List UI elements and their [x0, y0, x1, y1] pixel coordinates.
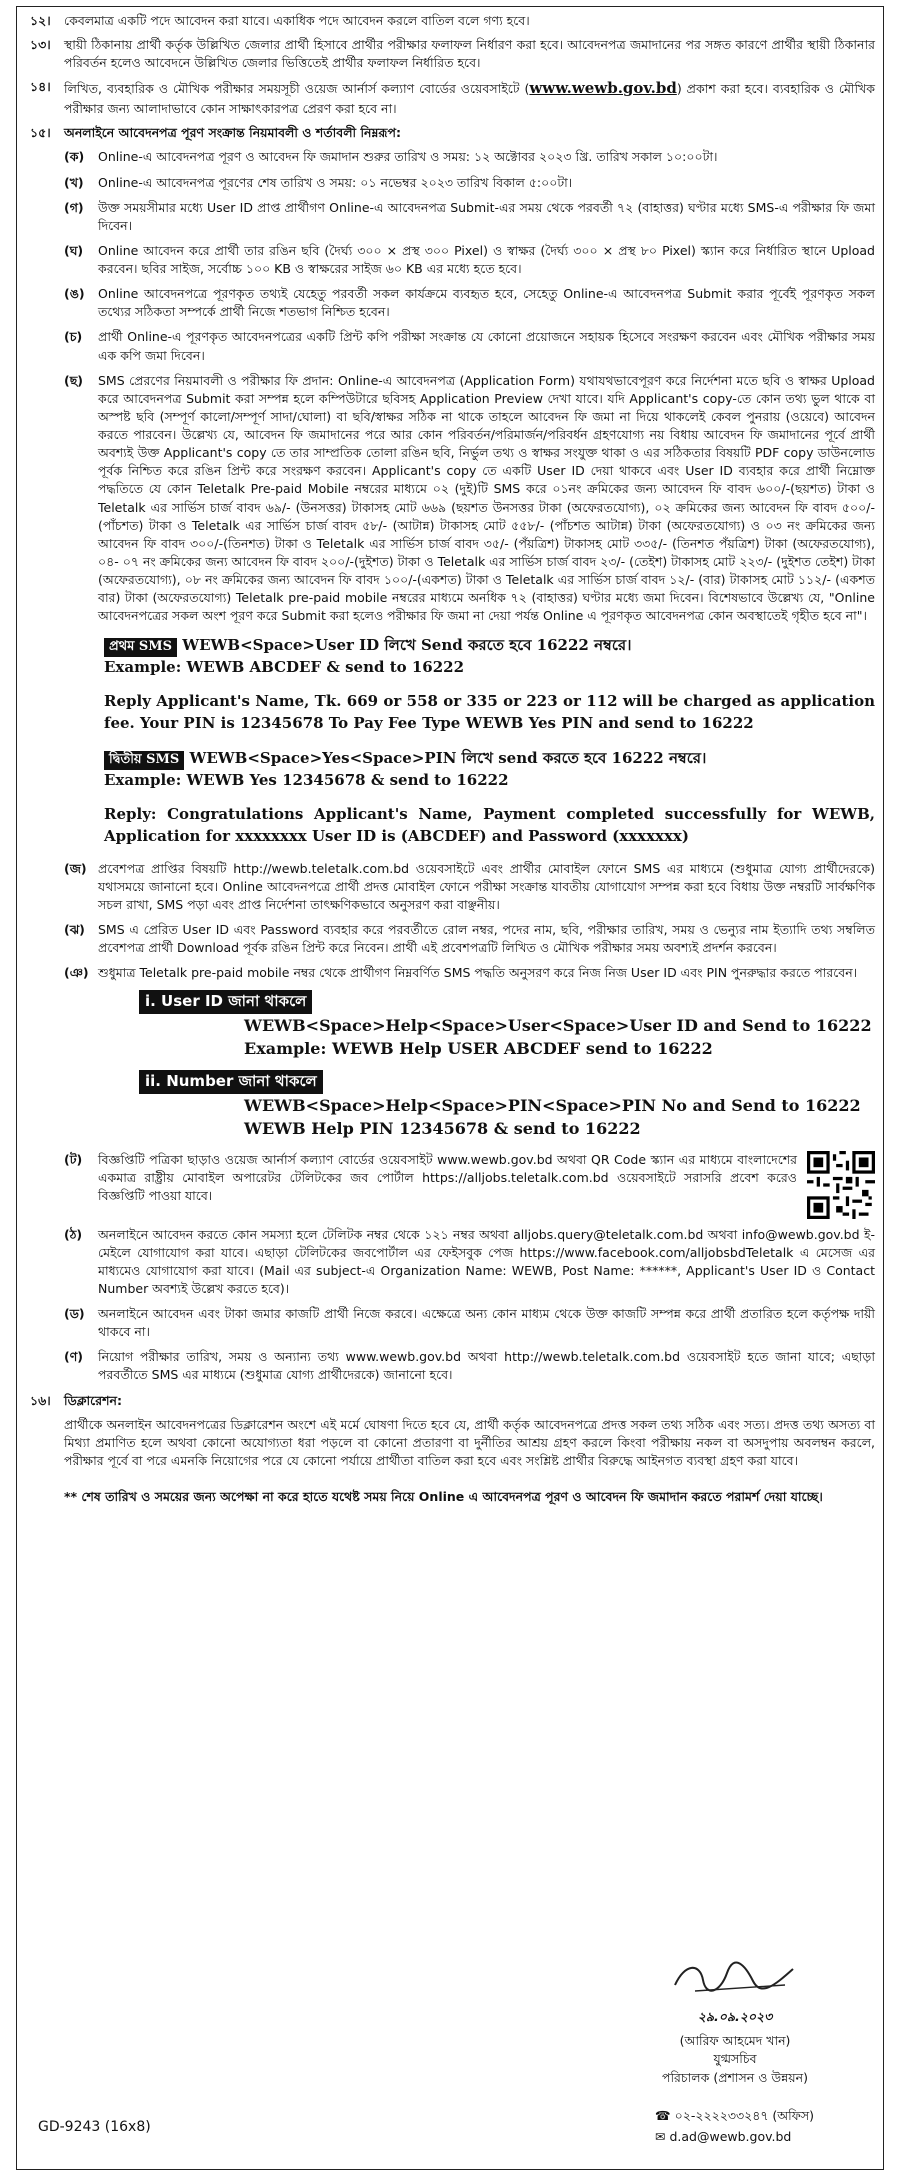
item-label: (ক) — [64, 149, 85, 165]
item-text: উক্ত সময়সীমার মধ্যে User ID প্রাপ্ত প্রার্থীগণ Online-এ আবেদনপত্র Submit-এর সময় থেকে পরবর্তী ৭২ (বাহাত্তর) ঘণ্টার মধ্যে SMS-এ পরীক্ষার ফি জমা দিবেন। — [98, 199, 875, 233]
section-number: ১৫। — [30, 125, 51, 141]
section-12 — [30, 12, 875, 30]
rule-item — [64, 921, 875, 957]
item-label: (ট) — [64, 1151, 83, 1167]
section-15 — [30, 124, 875, 142]
section-title: ডিক্লারেশন: — [64, 1392, 122, 1408]
sms-reply: Reply Applicant's Name, Tk. 669 or 558 or 335 or 223 or 112 will be charged as application fee. Your PIN is 12345678 To Pay Fee Type WEWB Yes PIN and send to 16222 — [104, 691, 875, 732]
sms-tag: দ্বিতীয় SMS — [104, 751, 184, 770]
recover-user-id — [139, 990, 875, 1060]
sms-example: Example: WEWB ABCDEF & send to 16222 — [104, 658, 465, 677]
item-text: প্রবেশপত্র প্রাপ্তির বিষয়টি http://wewb.teletalk.com.bd ওয়েবসাইটে এবং প্রার্থীর মোবাইল ফোনে SMS এর মাধ্যমে (শুধুমাত্র যোগ্য প্রার্থীদেরকে) যথাসময়ে জানানো হবে। Online আবেদনপত্রে প্রার্থী প্রদত্ত মোবাইল ফোনে পরীক্ষা সংক্রান্ত যাবতীয় যোগাযোগ সম্পন্ন করা হবে বিধায় উক্ত নম্বরটি সার্বক্ষণিক সচল রাখা, SMS পড়া এবং প্রাপ্ত নির্দেশনা তাৎক্ষণিকভাবে অনুসরণ করা বাঞ্ছনীয়। — [98, 860, 875, 912]
signatory-title: যুগ্মসচিব — [713, 2051, 757, 2067]
section-number: ১৬। — [30, 1392, 51, 1408]
sms-second — [104, 748, 875, 847]
item-text: Online-এ আবেদনপত্র পূরণের শেষ তারিখ ও সময়: ০১ নভেম্বর ২০২৩ তারিখ বিকাল ৫:০০টা। — [98, 174, 573, 190]
rule-item — [64, 372, 875, 626]
section-13 — [30, 36, 875, 72]
item-text: প্রার্থী Online-এ পূরণকৃত আবেদনপত্রের একটি প্রিন্ট কপি পরীক্ষা সংক্রান্ত যে কোনো প্রয়োজনে সহায়ক হিসেবে সংরক্ষণ করবেন এবং মৌখিক পরীক্ষার সময় এক কপি জমা দিবেন। — [98, 329, 875, 363]
document-body — [30, 12, 875, 1506]
section-number: ১৩। — [30, 37, 51, 53]
recover-example: WEWB Help PIN 12345678 & send to 16222 — [244, 1119, 641, 1139]
advice-note: ** শেষ তারিখ ও সময়ের জন্য অপেক্ষা না করে হাতে যথেষ্ট সময় নিয়ে Online এ আবেদনপত্র পূরণ ও আবেদন ফি জমাদান করতে পরামর্শ দেয়া যাচ্ছে। — [64, 1489, 823, 1505]
item-text: অনলাইনে আবেদন এবং টাকা জমার কাজটি প্রার্থী নিজে করবে। এক্ষেত্রে অন্য কোন মাধ্যম থেকে উক্ত কাজটি সম্পন্ন করে প্রার্থী প্রতারিত হলে কর্তৃপক্ষ দায়ী থাকবে না। — [98, 1306, 875, 1340]
phone-icon: ☎ — [655, 2108, 671, 2123]
item-label: (ঘ) — [64, 242, 84, 258]
rule-item — [64, 328, 875, 364]
signatory-designation: পরিচালক (প্রশাসন ও উন্নয়ন) — [661, 2069, 808, 2085]
rule-item — [64, 1305, 875, 1341]
text-part: ) প্রকাশ করা হবে। ব্যবহারিক ও মৌখিক পরীক্ষার জন্য আলাদাভাবে কোন সাক্ষাৎকারপত্র প্রেরণ করা হবে না। — [64, 81, 876, 117]
rule-item — [64, 860, 875, 914]
rule-item — [64, 1348, 875, 1384]
contact-block — [655, 2105, 814, 2148]
signature-block — [600, 1955, 870, 2087]
section-title: অনলাইনে আবেদনপত্র পূরণ সংক্রান্ত নিয়মাবলী ও শর্তাবলী নিম্নরূপ: — [64, 125, 401, 141]
sms-example: Example: WEWB Yes 12345678 & send to 16222 — [104, 771, 509, 790]
section-14 — [30, 78, 875, 118]
recover-pin — [139, 1070, 875, 1140]
gd-number: GD-9243 (16x8) — [38, 2119, 151, 2135]
email-address[interactable]: d.ad@wewb.gov.bd — [669, 2129, 792, 2145]
section-text: কেবলমাত্র একটি পদে আবেদন করা যাবে। একাধিক পদে আবেদন করলে বাতিল বলে গণ্য হবে। — [64, 13, 530, 28]
recover-format: WEWB<Space>Help<Space>PIN<Space>PIN No and Send to 16222 — [244, 1096, 861, 1116]
website-link[interactable]: www.wewb.gov.bd — [529, 79, 677, 98]
text-part: লিখিত, ব্যবহারিক ও মৌখিক পরীক্ষার সময়সূচী ওয়েজ আর্নার্স কল্যাণ বোর্ডের ওয়েবসাইটে ( — [64, 81, 530, 97]
rule-item — [64, 199, 875, 235]
item-text: বিজ্ঞপ্তিটি পত্রিকা ছাড়াও ওয়েজ আর্নার্স কল্যাণ বোর্ডের ওয়েবসাইট www.wewb.gov.bd অথবা QR Code স্ক্যান এর মাধ্যমে বাংলাদেশের একমাত্র রাষ্ট্রীয় মোবাইল অপারেটর টেলিটকের জব পোর্টাল https://alljobs.teletalk.com.bd ওয়েবসাইটে সরাসরি প্রবেশ করেও বিজ্ঞপ্তিটি পাওয়া যাবে। — [98, 1151, 797, 1203]
rule-item — [64, 1151, 875, 1219]
declaration-text: প্রার্থীকে অনলাইন আবেদনপত্রের ডিক্লারেশন অংশে এই মর্মে ঘোষণা দিতে হবে যে, প্রার্থী কর্তৃক আবেদনপত্রে প্রদত্ত সকল তথ্য সঠিক এবং সত্য। প্রদত্ত তথ্য অসত্য বা মিথ্যা প্রমাণিত হলে অথবা কোনো অযোগ্যতা ধরা পড়লে বা কোনো প্রতারণা বা দুর্নীতির আশ্রয় গ্রহণ করলে কিংবা পরীক্ষায় নকল বা অসদুপায় অবলম্বন করলে, পরীক্ষার পূর্বে বা পরে এমনকি নিয়োগের পরে যে কোনো পর্যায়ে প্রার্থীতা বাতিল করা হবে এবং সংশ্লিষ্ট প্রার্থীর বিরুদ্ধে আইনগত ব্যবস্থা গ্রহণ করা যাবে। — [64, 1416, 875, 1468]
item-text: SMS এ প্রেরিত User ID এবং Password ব্যবহার করে পরবর্তীতে রোল নম্বর, পদের নাম, ছবি, পরীক্ষার তারিখ, সময় ও ভেন্যুর নাম ইত্যাদি তথ্য সম্বলিত প্রবেশপত্র প্রার্থী Download পূর্বক রঙিন প্রিন্ট করে নিবেন। প্রার্থী এই প্রবেশপত্রটি লিখিত ও মৌখিক পরীক্ষার সময় অবশ্যই প্রদর্শন করবেন। — [98, 921, 875, 956]
item-label: (জ) — [64, 860, 87, 876]
rule-item — [64, 964, 875, 982]
section-number: ১২। — [30, 13, 51, 28]
item-label: (ঙ) — [64, 286, 85, 302]
item-label: (ছ) — [64, 372, 84, 388]
item-label: (ড) — [64, 1306, 85, 1322]
sms-first — [104, 635, 875, 734]
signature-date: ২৯.০৯.২০২৩ — [697, 2009, 773, 2025]
envelope-icon: ✉ — [655, 2129, 666, 2145]
item-text: Online আবেদনপত্রে পূরণকৃত তথ্যই যেহেতু পরবর্তী সকল কার্যক্রমে ব্যবহৃত হবে, সেহেতু Online-এ আবেদনপত্র Submit করার পূর্বেই পূরণকৃত সকল তথ্যের সঠিকতা সম্পর্কে প্রার্থী নিজে শতভাগ নিশ্চিত হবেন। — [98, 286, 875, 320]
rule-item — [64, 285, 875, 321]
rule-item — [64, 1226, 875, 1299]
recover-example: Example: WEWB Help USER ABCDEF send to 16222 — [244, 1039, 713, 1059]
item-label: (ঞ) — [64, 965, 89, 981]
recover-format: WEWB<Space>Help<Space>User<Space>User ID and Send to 16222 — [244, 1016, 872, 1036]
handwritten-signature — [665, 1955, 805, 2003]
section-number: ১৪। — [30, 79, 51, 95]
section-16 — [30, 1392, 875, 1410]
qr-code-icon[interactable] — [807, 1151, 875, 1219]
item-label: (ঠ) — [64, 1226, 83, 1242]
item-label: (গ) — [64, 199, 84, 215]
item-label: (ঝ) — [64, 921, 85, 937]
recover-tag: i. User ID জানা থাকলে — [139, 990, 312, 1014]
section-text — [64, 78, 875, 118]
item-label: (খ) — [64, 174, 84, 190]
rule-item — [64, 242, 875, 278]
item-label: (চ) — [64, 329, 83, 345]
rule-item — [64, 148, 875, 166]
sms-tag: প্রথম SMS — [104, 638, 177, 657]
sms-reply: Reply: Congratulations Applicant's Name, Payment completed successfully for WEWB, Application for xxxxxxxx User ID is (ABCDEF) and Password (xxxxxxx) — [104, 805, 875, 845]
rule-item — [64, 174, 875, 192]
item-text: SMS প্রেরণের নিয়মাবলী ও পরীক্ষার ফি প্রদান: Online-এ আবেদনপত্র (Application Form) যথাযথভাবেপূরণ করে নির্দেশনা মতে ছবি ও স্বাক্ষর Upload করে আবেদনপত্র Submit করা সম্পন্ন হলে কম্পিউটারে ছবিসহ Application Preview দেখা যাবে। যদি Applicant's copy-তে কোন তথ্য ভুল থাকে বা অস্পষ্ট ছবি (সম্পূর্ণ কালো/সম্পূর্ণ সাদা/ঘোলা) বা ছবি/স্বাক্ষর সঠিক না থাকে তাহলে আবেদন ফি জমা না দিয়ে থাকলেই কেবল পুনরায় (ওয়েবে) আবেদন করতে পারবেন। উল্লেখ্য যে, আবেদন ফি জমাদানের পরে আর কোন পরিবর্তন/পরিমার্জন/পরিবর্ধন গ্রহণযোগ্য নয় বিধায় আবেদন ফি জমাদানের পূর্বে প্রার্থী অবশ্যই উক্ত Applicant's copy তে তার সাম্প্রতিক তোলা রঙিন ছবি, নির্ভুল তথ্য ও স্বাক্ষর সংযুক্ত থাকা ও এর সঠিকতার বিষয়টি PDF copy ডাউনলোড পূর্বক নিশ্চিত করে রঙিন প্রিন্ট করে সংরক্ষণ করবেন। Applicant's copy তে একটি User ID দেয়া থাকবে এবং User ID ব্যবহার করে প্রার্থী নিম্নোক্ত পদ্ধতিতে যে কোন Teletalk Pre-paid Mobile নম্বরের মাধ্যমে ০২ (দুই)টি SMS করে ০১নং ক্রমিকের জন্য আবেদন ফি বাবদ ৬০০/-(ছয়শত) টাকা ও Teletalk এর সার্ভিস চার্জ বাবদ ৬৯/- (উনসত্তর) টাকাসহ মোট ৬৬৯ (ছয়শত উনসত্তর টাকা (অফেরতযোগ্য), ০২ ক্রমিকের জন্য আবেদন ফি বাবদ ৫০০/-(পাঁচশত) টাকা ও Teletalk এর সার্ভিস চার্জ বাবদ ৫৮/- (আটান্ন) টাকাসহ মোট ৫৫৮/- (পাঁচশত আটান্ন) টাকা (অফেরতযোগ্য) ও ০৩ নং ক্রমিকের জন্য আবেদন ফি বাবদ ৩০০/-(তিনশত) টাকা ও Teletalk এর সার্ভিস চার্জ বাবদ ৩৫/- (পঁয়ত্রিশ) টাকাসহ মোট ৩৩৫/- (তিনশত পঁয়ত্রিশ) টাকা (অফেরতযোগ্য), ০৪- ০৭ নং ক্রমিকের জন্য আবেদন ফি বাবদ ২০০/-(দুইশত) টাকা ও Teletalk এর সার্ভিস চার্জ বাবদ ২৩/- (তেইশ) টাকাসহ মোট ২২৩/- (দুইশত তেইশ) টাকা (অফেরতযোগ্য), ০৮ নং ক্রমিকের জন্য আবেদন ফি বাবদ ১০০/-(একশত) টাকা ও Teletalk এর সার্ভিস চার্জ বাবদ ১২/- (বার) টাকাসহ মোট ১১২/- (একশত বার) টাকা (অফেরতযোগ্য) Teletalk pre-paid mobile নম্বরের মাধ্যমে অনধিক ৭২ (বাহাত্তর) ঘণ্টার মধ্যে জমা দিবেন। বিশেষভাবে উল্লেখ্য যে, "Online আবেদনপত্রের সকল অংশ পূরণ করে Submit করা হলেও পরীক্ষার ফি জমা না দেয়া পর্যন্ত Online এ পূরণকৃত আবেদনপত্র কোন অবস্থাতেই গৃহীত হবে না"। — [98, 372, 875, 624]
item-text: অনলাইনে আবেদন করতে কোন সমস্যা হলে টেলিটক নম্বর থেকে ১২১ নম্বর অথবা alljobs.query@teletalk.com.bd অথবা info@wewb.gov.bd ই-মেইলে যোগাযোগ করা যাবে। এছাড়া টেলিটকের জবপোর্টাল এর ফেইসবুক পেজ https://www.facebook.com/alljobsbdTeletalk এ মেসেজ এর মাধ্যমেও যোগাযোগ করা যাবে। (Mail এর subject-এ Organization Name: WEWB, Post Name: ******, Applicant's User ID ও Contact Number অবশ্যই উল্লেখ করতে হবে)। — [98, 1226, 875, 1296]
rules-list — [64, 148, 875, 1384]
item-text: নিয়োগ পরীক্ষার তারিখ, সময় ও অন্যান্য তথ্য www.wewb.gov.bd অথবা http://wewb.teletalk.com.bd ওয়েবসাইট হতে জানা যাবে; এছাড়া পরবর্তীতে SMS এর মাধ্যমে (শুধুমাত্র যোগ্য প্রার্থীদেরকে) জানানো হবে। — [98, 1349, 875, 1383]
item-text: শুধুমাত্র Teletalk pre-paid mobile নম্বর থেকে প্রার্থীগণ নিম্নবর্ণিত SMS পদ্ধতি অনুসরণ করে নিজ নিজ User ID এবং PIN পুনরুদ্ধার করতে পারবেন। — [98, 965, 858, 981]
item-text: Online আবেদন করে প্রার্থী তার রঙিন ছবি (দৈর্ঘ্য ৩০০ × প্রস্থ ৩০০ Pixel) ও স্বাক্ষর (দৈর্ঘ্য ৩০০ × প্রস্থ ৮০ Pixel) স্ক্যান করে নির্ধারিত স্থানে Upload করবেন। ছবির সাইজ, সর্বোচ্চ ১০০ KB ও স্বাক্ষরের সাইজ ৬০ KB এর মধ্যে হতে হবে। — [98, 242, 875, 276]
signatory-name: (আরিফ আহমেদ খান) — [679, 2033, 791, 2049]
sms-format: WEWB<Space>Yes<Space>PIN লিখে send করতে হবে 16222 নম্বরে। — [189, 749, 707, 768]
sms-format: WEWB<Space>User ID লিখে Send করতে হবে 16222 নম্বরে। — [182, 636, 632, 655]
item-text: Online-এ আবেদনপত্র পূরণ ও আবেদন ফি জমাদান শুরুর তারিখ ও সময়: ১২ অক্টোবর ২০২৩ খ্রি. তারিখ সকাল ১০:০০টা। — [98, 149, 718, 165]
phone-number: ০২-২২২২৩৩২৪৭ (অফিস) — [674, 2108, 814, 2123]
recover-tag: ii. Number জানা থাকলে — [139, 1070, 323, 1094]
item-label: (ণ) — [64, 1349, 83, 1365]
section-text: স্থায়ী ঠিকানায় প্রার্থী কর্তৃক উল্লিখিত জেলার প্রার্থী হিসাবে প্রার্থীর পরীক্ষার ফলাফল নির্ধারণ করা হবে। আবেদনপত্র জমাদানের পর সঙ্গত কারণে প্রার্থীর স্থায়ী ঠিকানার পরিবর্তন হলেও আবেদনে উল্লিখিত জেলার ভিত্তিতেই প্রার্থীর ফলাফল নির্ধারিত হবে। — [64, 37, 875, 71]
